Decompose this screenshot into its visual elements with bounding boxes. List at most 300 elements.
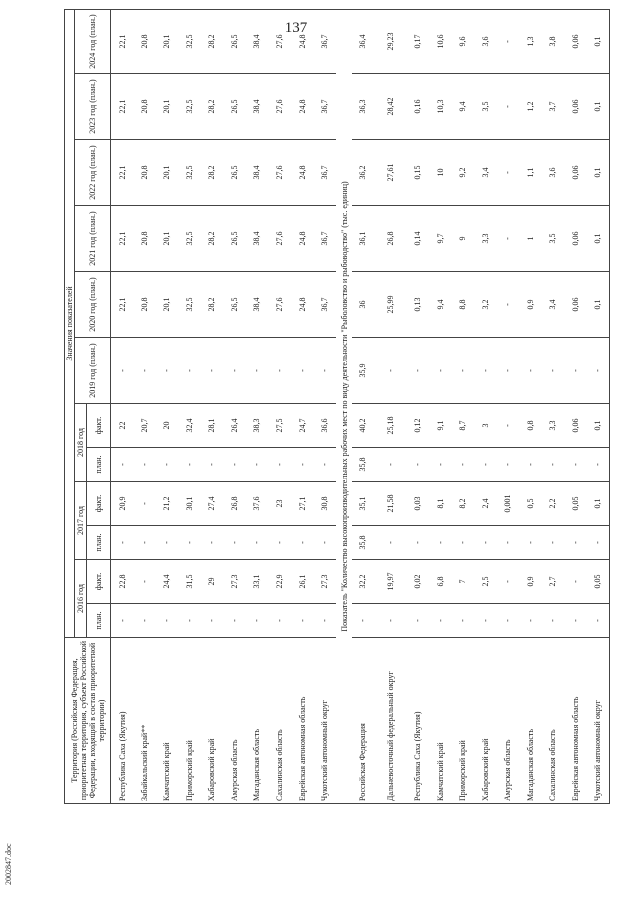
value-cell: -: [291, 526, 314, 560]
value-cell: 0,06: [564, 206, 587, 272]
value-cell: -: [429, 526, 452, 560]
table-row: [223, 10, 246, 804]
row-label: Чукотский автономный округ: [313, 638, 336, 804]
value-cell: 20,8: [133, 140, 156, 206]
fact-header: факт.: [87, 404, 111, 448]
value-cell: 3: [474, 404, 497, 448]
value-cell: -: [429, 604, 452, 638]
year-header: 2016 год: [75, 560, 87, 638]
value-cell: 25,18: [374, 404, 407, 448]
value-cell: -: [407, 448, 430, 482]
value-cell: -: [178, 448, 201, 482]
value-cell: 2,7: [542, 560, 565, 604]
value-cell: 0,001: [497, 482, 520, 526]
value-cell: -: [111, 604, 134, 638]
forecast-year-header: 2019 год (план.): [75, 338, 111, 404]
value-cell: 0,02: [407, 560, 430, 604]
forecast-year-header: 2023 год (план.): [75, 74, 111, 140]
value-cell: -: [542, 526, 565, 560]
table-row: [519, 10, 542, 804]
value-cell: 20,7: [133, 404, 156, 448]
value-cell: -: [497, 604, 520, 638]
value-cell: 36,7: [313, 74, 336, 140]
value-cell: 6,8: [429, 560, 452, 604]
value-cell: 19,97: [374, 560, 407, 604]
value-cell: -: [519, 448, 542, 482]
value-cell: 0,9: [519, 272, 542, 338]
row-label: Еврейская автономная область: [564, 638, 587, 804]
table-row: [111, 10, 134, 804]
value-cell: -: [156, 604, 179, 638]
document-stamp: 2002847.doc: [4, 843, 13, 885]
value-cell: 22,8: [111, 560, 134, 604]
value-cell: -: [542, 448, 565, 482]
table-row: [452, 10, 475, 804]
value-cell: 38,4: [246, 10, 269, 74]
value-cell: 20,1: [156, 272, 179, 338]
table-row: [133, 10, 156, 804]
value-cell: 20,8: [133, 10, 156, 74]
value-cell: -: [178, 338, 201, 404]
row-label: Забайкальский край**: [133, 638, 156, 804]
value-cell: -: [452, 604, 475, 638]
value-cell: -: [313, 448, 336, 482]
value-cell: -: [268, 448, 291, 482]
value-cell: 24,8: [291, 206, 314, 272]
value-cell: 3,6: [542, 140, 565, 206]
value-cell: -: [156, 338, 179, 404]
row-label: Чукотский автономный округ: [587, 638, 610, 804]
value-cell: -: [519, 604, 542, 638]
value-cell: -: [452, 338, 475, 404]
value-cell: -: [429, 448, 452, 482]
value-cell: -: [178, 604, 201, 638]
value-cell: -: [474, 604, 497, 638]
value-cell: -: [246, 448, 269, 482]
forecast-year-header: 2024 год (план.): [75, 10, 111, 74]
row-label: Приморский край: [452, 638, 475, 804]
value-cell: 27,1: [291, 482, 314, 526]
value-cell: -: [246, 604, 269, 638]
value-cell: 3,2: [474, 272, 497, 338]
value-cell: -: [564, 448, 587, 482]
forecast-year-header: 2020 год (план.): [75, 272, 111, 338]
value-cell: -: [374, 338, 407, 404]
table-row: [374, 10, 407, 804]
value-cell: 26,5: [223, 206, 246, 272]
value-cell: 29,23: [374, 10, 407, 74]
value-cell: 22: [111, 404, 134, 448]
value-cell: 3,3: [474, 206, 497, 272]
value-cell: -: [313, 526, 336, 560]
table-row: [313, 10, 336, 804]
value-cell: 26,5: [223, 74, 246, 140]
plan-header: план.: [87, 604, 111, 638]
value-cell: -: [223, 448, 246, 482]
value-cell: -: [564, 604, 587, 638]
value-cell: 0,16: [407, 74, 430, 140]
value-cell: -: [223, 338, 246, 404]
table-row: [156, 10, 179, 804]
row-label: Сахалинская область: [268, 638, 291, 804]
row-label: Дальневосточный федеральный округ: [374, 638, 407, 804]
value-cell: 0,9: [519, 560, 542, 604]
table-row: [268, 10, 291, 804]
value-cell: 2,5: [474, 560, 497, 604]
value-cell: 36,7: [313, 272, 336, 338]
value-cell: 0,14: [407, 206, 430, 272]
value-cell: 1: [519, 206, 542, 272]
value-cell: 38,3: [246, 404, 269, 448]
plan-header: план.: [87, 526, 111, 560]
value-cell: -: [474, 448, 497, 482]
values-header: Значения показателей: [65, 10, 75, 638]
value-cell: -: [497, 140, 520, 206]
value-cell: -: [246, 526, 269, 560]
value-cell: 20,1: [156, 206, 179, 272]
value-cell: 28,42: [374, 74, 407, 140]
table-row: [497, 10, 520, 804]
value-cell: -: [223, 526, 246, 560]
value-cell: 36,2: [352, 140, 374, 206]
indicator-table: [64, 9, 610, 804]
value-cell: 28,2: [201, 10, 224, 74]
value-cell: 20,8: [133, 74, 156, 140]
value-cell: 10,3: [429, 74, 452, 140]
fact-header: факт.: [87, 560, 111, 604]
value-cell: 26,4: [223, 404, 246, 448]
value-cell: -: [111, 338, 134, 404]
value-cell: 10,6: [429, 10, 452, 74]
value-cell: -: [374, 526, 407, 560]
value-cell: -: [429, 338, 452, 404]
value-cell: -: [497, 206, 520, 272]
value-cell: 40,2: [352, 404, 374, 448]
row-label: Сахалинская область: [542, 638, 565, 804]
value-cell: -: [291, 338, 314, 404]
value-cell: 21,2: [156, 482, 179, 526]
value-cell: -: [497, 560, 520, 604]
value-cell: 2,2: [542, 482, 565, 526]
value-cell: -: [133, 526, 156, 560]
value-cell: 0,05: [587, 560, 610, 604]
row-label: Камчатский край: [156, 638, 179, 804]
value-cell: -: [133, 560, 156, 604]
value-cell: 36,7: [313, 140, 336, 206]
fact-header: факт.: [87, 482, 111, 526]
value-cell: -: [519, 526, 542, 560]
value-cell: 3,4: [474, 140, 497, 206]
value-cell: 30,1: [178, 482, 201, 526]
value-cell: 0,06: [564, 404, 587, 448]
row-label: Амурская область: [497, 638, 520, 804]
value-cell: 0,1: [587, 74, 610, 140]
value-cell: 7: [452, 560, 475, 604]
value-cell: -: [201, 604, 224, 638]
value-cell: 36,7: [313, 10, 336, 74]
table-row: [474, 10, 497, 804]
value-cell: -: [268, 526, 291, 560]
value-cell: 9,4: [452, 74, 475, 140]
value-cell: -: [564, 560, 587, 604]
table-row: [201, 10, 224, 804]
row-label: Приморский край: [178, 638, 201, 804]
value-cell: -: [564, 526, 587, 560]
value-cell: 36: [352, 272, 374, 338]
value-cell: 27,6: [268, 140, 291, 206]
value-cell: 21,58: [374, 482, 407, 526]
value-cell: -: [497, 338, 520, 404]
value-cell: 22,1: [111, 140, 134, 206]
territory-header: Территория (Российская Федерация, приоритетная территория, субъект Российской Федерации, входящий в состав приоритетной территории): [65, 638, 111, 804]
value-cell: 8,7: [452, 404, 475, 448]
value-cell: 1,3: [519, 10, 542, 74]
table-row: [407, 10, 430, 804]
value-cell: 0,15: [407, 140, 430, 206]
value-cell: 2,4: [474, 482, 497, 526]
row-label: Магаданская область: [519, 638, 542, 804]
value-cell: -: [111, 448, 134, 482]
value-cell: 0,06: [564, 10, 587, 74]
value-cell: 20,1: [156, 74, 179, 140]
value-cell: -: [519, 338, 542, 404]
value-cell: 33,1: [246, 560, 269, 604]
value-cell: 35,8: [352, 448, 374, 482]
value-cell: 0,1: [587, 404, 610, 448]
value-cell: -: [407, 604, 430, 638]
value-cell: 0,5: [519, 482, 542, 526]
value-cell: 3,5: [542, 206, 565, 272]
value-cell: -: [587, 448, 610, 482]
value-cell: -: [246, 338, 269, 404]
section-title-row: [336, 10, 352, 804]
value-cell: -: [133, 604, 156, 638]
value-cell: -: [474, 526, 497, 560]
value-cell: 38,4: [246, 272, 269, 338]
value-cell: 8,2: [452, 482, 475, 526]
value-cell: 35,1: [352, 482, 374, 526]
value-cell: -: [587, 338, 610, 404]
year-header: 2018 год: [75, 404, 87, 482]
value-cell: 32,5: [178, 10, 201, 74]
value-cell: 1,2: [519, 74, 542, 140]
value-cell: 28,1: [201, 404, 224, 448]
value-cell: 3,3: [542, 404, 565, 448]
value-cell: 37,6: [246, 482, 269, 526]
value-cell: -: [352, 604, 374, 638]
value-cell: -: [201, 448, 224, 482]
page-number: 137: [284, 20, 308, 36]
value-cell: 25,99: [374, 272, 407, 338]
value-cell: -: [587, 604, 610, 638]
value-cell: 9,1: [429, 404, 452, 448]
value-cell: 0,1: [587, 482, 610, 526]
value-cell: 26,8: [223, 482, 246, 526]
table-row: [178, 10, 201, 804]
value-cell: 26,5: [223, 140, 246, 206]
value-cell: 9,4: [429, 272, 452, 338]
value-cell: 20,1: [156, 140, 179, 206]
value-cell: 35,8: [352, 526, 374, 560]
value-cell: 36,6: [313, 404, 336, 448]
value-cell: -: [313, 338, 336, 404]
value-cell: 22,1: [111, 74, 134, 140]
value-cell: 0,1: [587, 206, 610, 272]
value-cell: -: [587, 526, 610, 560]
value-cell: 36,7: [313, 206, 336, 272]
row-label: Республика Саха (Якутия): [111, 638, 134, 804]
value-cell: 10: [429, 140, 452, 206]
table-row: [564, 10, 587, 804]
value-cell: -: [201, 526, 224, 560]
value-cell: -: [133, 482, 156, 526]
value-cell: -: [497, 526, 520, 560]
value-cell: 32,5: [178, 74, 201, 140]
value-cell: -: [156, 448, 179, 482]
row-label: Хабаровский край: [474, 638, 497, 804]
value-cell: -: [542, 338, 565, 404]
value-cell: 26,1: [291, 560, 314, 604]
value-cell: 26,5: [223, 10, 246, 74]
value-cell: 38,4: [246, 206, 269, 272]
value-cell: -: [291, 448, 314, 482]
row-label: Еврейская автономная область: [291, 638, 314, 804]
row-label: Магаданская область: [246, 638, 269, 804]
value-cell: -: [291, 604, 314, 638]
value-cell: 3,6: [474, 10, 497, 74]
value-cell: 0,1: [587, 10, 610, 74]
value-cell: -: [497, 74, 520, 140]
value-cell: 20,1: [156, 10, 179, 74]
value-cell: 38,4: [246, 74, 269, 140]
value-cell: -: [497, 10, 520, 74]
value-cell: -: [313, 604, 336, 638]
value-cell: 24,8: [291, 10, 314, 74]
value-cell: 29: [201, 560, 224, 604]
value-cell: 35,9: [352, 338, 374, 404]
value-cell: -: [407, 338, 430, 404]
value-cell: 27,61: [374, 140, 407, 206]
value-cell: -: [133, 448, 156, 482]
forecast-year-header: 2022 год (план.): [75, 140, 111, 206]
value-cell: 0,12: [407, 404, 430, 448]
value-cell: 22,1: [111, 206, 134, 272]
value-cell: 3,7: [542, 74, 565, 140]
value-cell: 8,1: [429, 482, 452, 526]
row-label: Республика Саха (Якутия): [407, 638, 430, 804]
plan-header: план.: [87, 448, 111, 482]
value-cell: 32,5: [178, 206, 201, 272]
value-cell: -: [178, 526, 201, 560]
value-cell: 27,6: [268, 272, 291, 338]
table-row: [246, 10, 269, 804]
value-cell: 26,5: [223, 272, 246, 338]
table-row: [542, 10, 565, 804]
value-cell: 9,7: [429, 206, 452, 272]
row-label: Камчатский край: [429, 638, 452, 804]
value-cell: 20,8: [133, 206, 156, 272]
value-cell: 28,2: [201, 74, 224, 140]
value-cell: 27,3: [223, 560, 246, 604]
table-row: [291, 10, 314, 804]
value-cell: 1,1: [519, 140, 542, 206]
value-cell: 28,2: [201, 206, 224, 272]
value-cell: -: [452, 526, 475, 560]
value-cell: 38,4: [246, 140, 269, 206]
value-cell: 0,1: [587, 140, 610, 206]
row-label: Хабаровский край: [201, 638, 224, 804]
value-cell: -: [133, 338, 156, 404]
value-cell: -: [268, 604, 291, 638]
value-cell: 20,9: [111, 482, 134, 526]
value-cell: 20,8: [133, 272, 156, 338]
value-cell: -: [268, 338, 291, 404]
value-cell: 0,06: [564, 272, 587, 338]
value-cell: 28,2: [201, 140, 224, 206]
value-cell: 24,8: [291, 74, 314, 140]
value-cell: -: [474, 338, 497, 404]
value-cell: 26,8: [374, 206, 407, 272]
value-cell: -: [156, 526, 179, 560]
value-cell: 32,5: [178, 140, 201, 206]
value-cell: 0,1: [587, 272, 610, 338]
table-row: [429, 10, 452, 804]
value-cell: 3,4: [542, 272, 565, 338]
value-cell: 32,5: [178, 272, 201, 338]
value-cell: 3,8: [542, 10, 565, 74]
value-cell: 24,8: [291, 272, 314, 338]
value-cell: -: [497, 404, 520, 448]
value-cell: 8,8: [452, 272, 475, 338]
value-cell: -: [374, 448, 407, 482]
year-header: 2017 год: [75, 482, 87, 560]
value-cell: -: [374, 604, 407, 638]
value-cell: 22,1: [111, 272, 134, 338]
value-cell: 36,4: [352, 10, 374, 74]
value-cell: 28,2: [201, 272, 224, 338]
value-cell: 0,8: [519, 404, 542, 448]
value-cell: -: [497, 448, 520, 482]
row-label: Амурская область: [223, 638, 246, 804]
value-cell: 27,4: [201, 482, 224, 526]
value-cell: 30,8: [313, 482, 336, 526]
value-cell: -: [564, 338, 587, 404]
value-cell: 27,3: [313, 560, 336, 604]
value-cell: 36,3: [352, 74, 374, 140]
value-cell: 24,8: [291, 140, 314, 206]
value-cell: 27,6: [268, 74, 291, 140]
value-cell: -: [542, 604, 565, 638]
table-row: [352, 10, 374, 804]
row-label: Российская Федерация: [352, 638, 374, 804]
value-cell: 3,5: [474, 74, 497, 140]
value-cell: -: [407, 526, 430, 560]
value-cell: -: [111, 526, 134, 560]
value-cell: 0,13: [407, 272, 430, 338]
value-cell: 0,06: [564, 140, 587, 206]
value-cell: -: [452, 448, 475, 482]
value-cell: 32,2: [352, 560, 374, 604]
value-cell: 9: [452, 206, 475, 272]
value-cell: 27,5: [268, 404, 291, 448]
value-cell: 27,6: [268, 206, 291, 272]
value-cell: 0,03: [407, 482, 430, 526]
value-cell: 0,06: [564, 74, 587, 140]
forecast-year-header: 2021 год (план.): [75, 206, 111, 272]
value-cell: 23: [268, 482, 291, 526]
value-cell: 0,17: [407, 10, 430, 74]
value-cell: 36,1: [352, 206, 374, 272]
